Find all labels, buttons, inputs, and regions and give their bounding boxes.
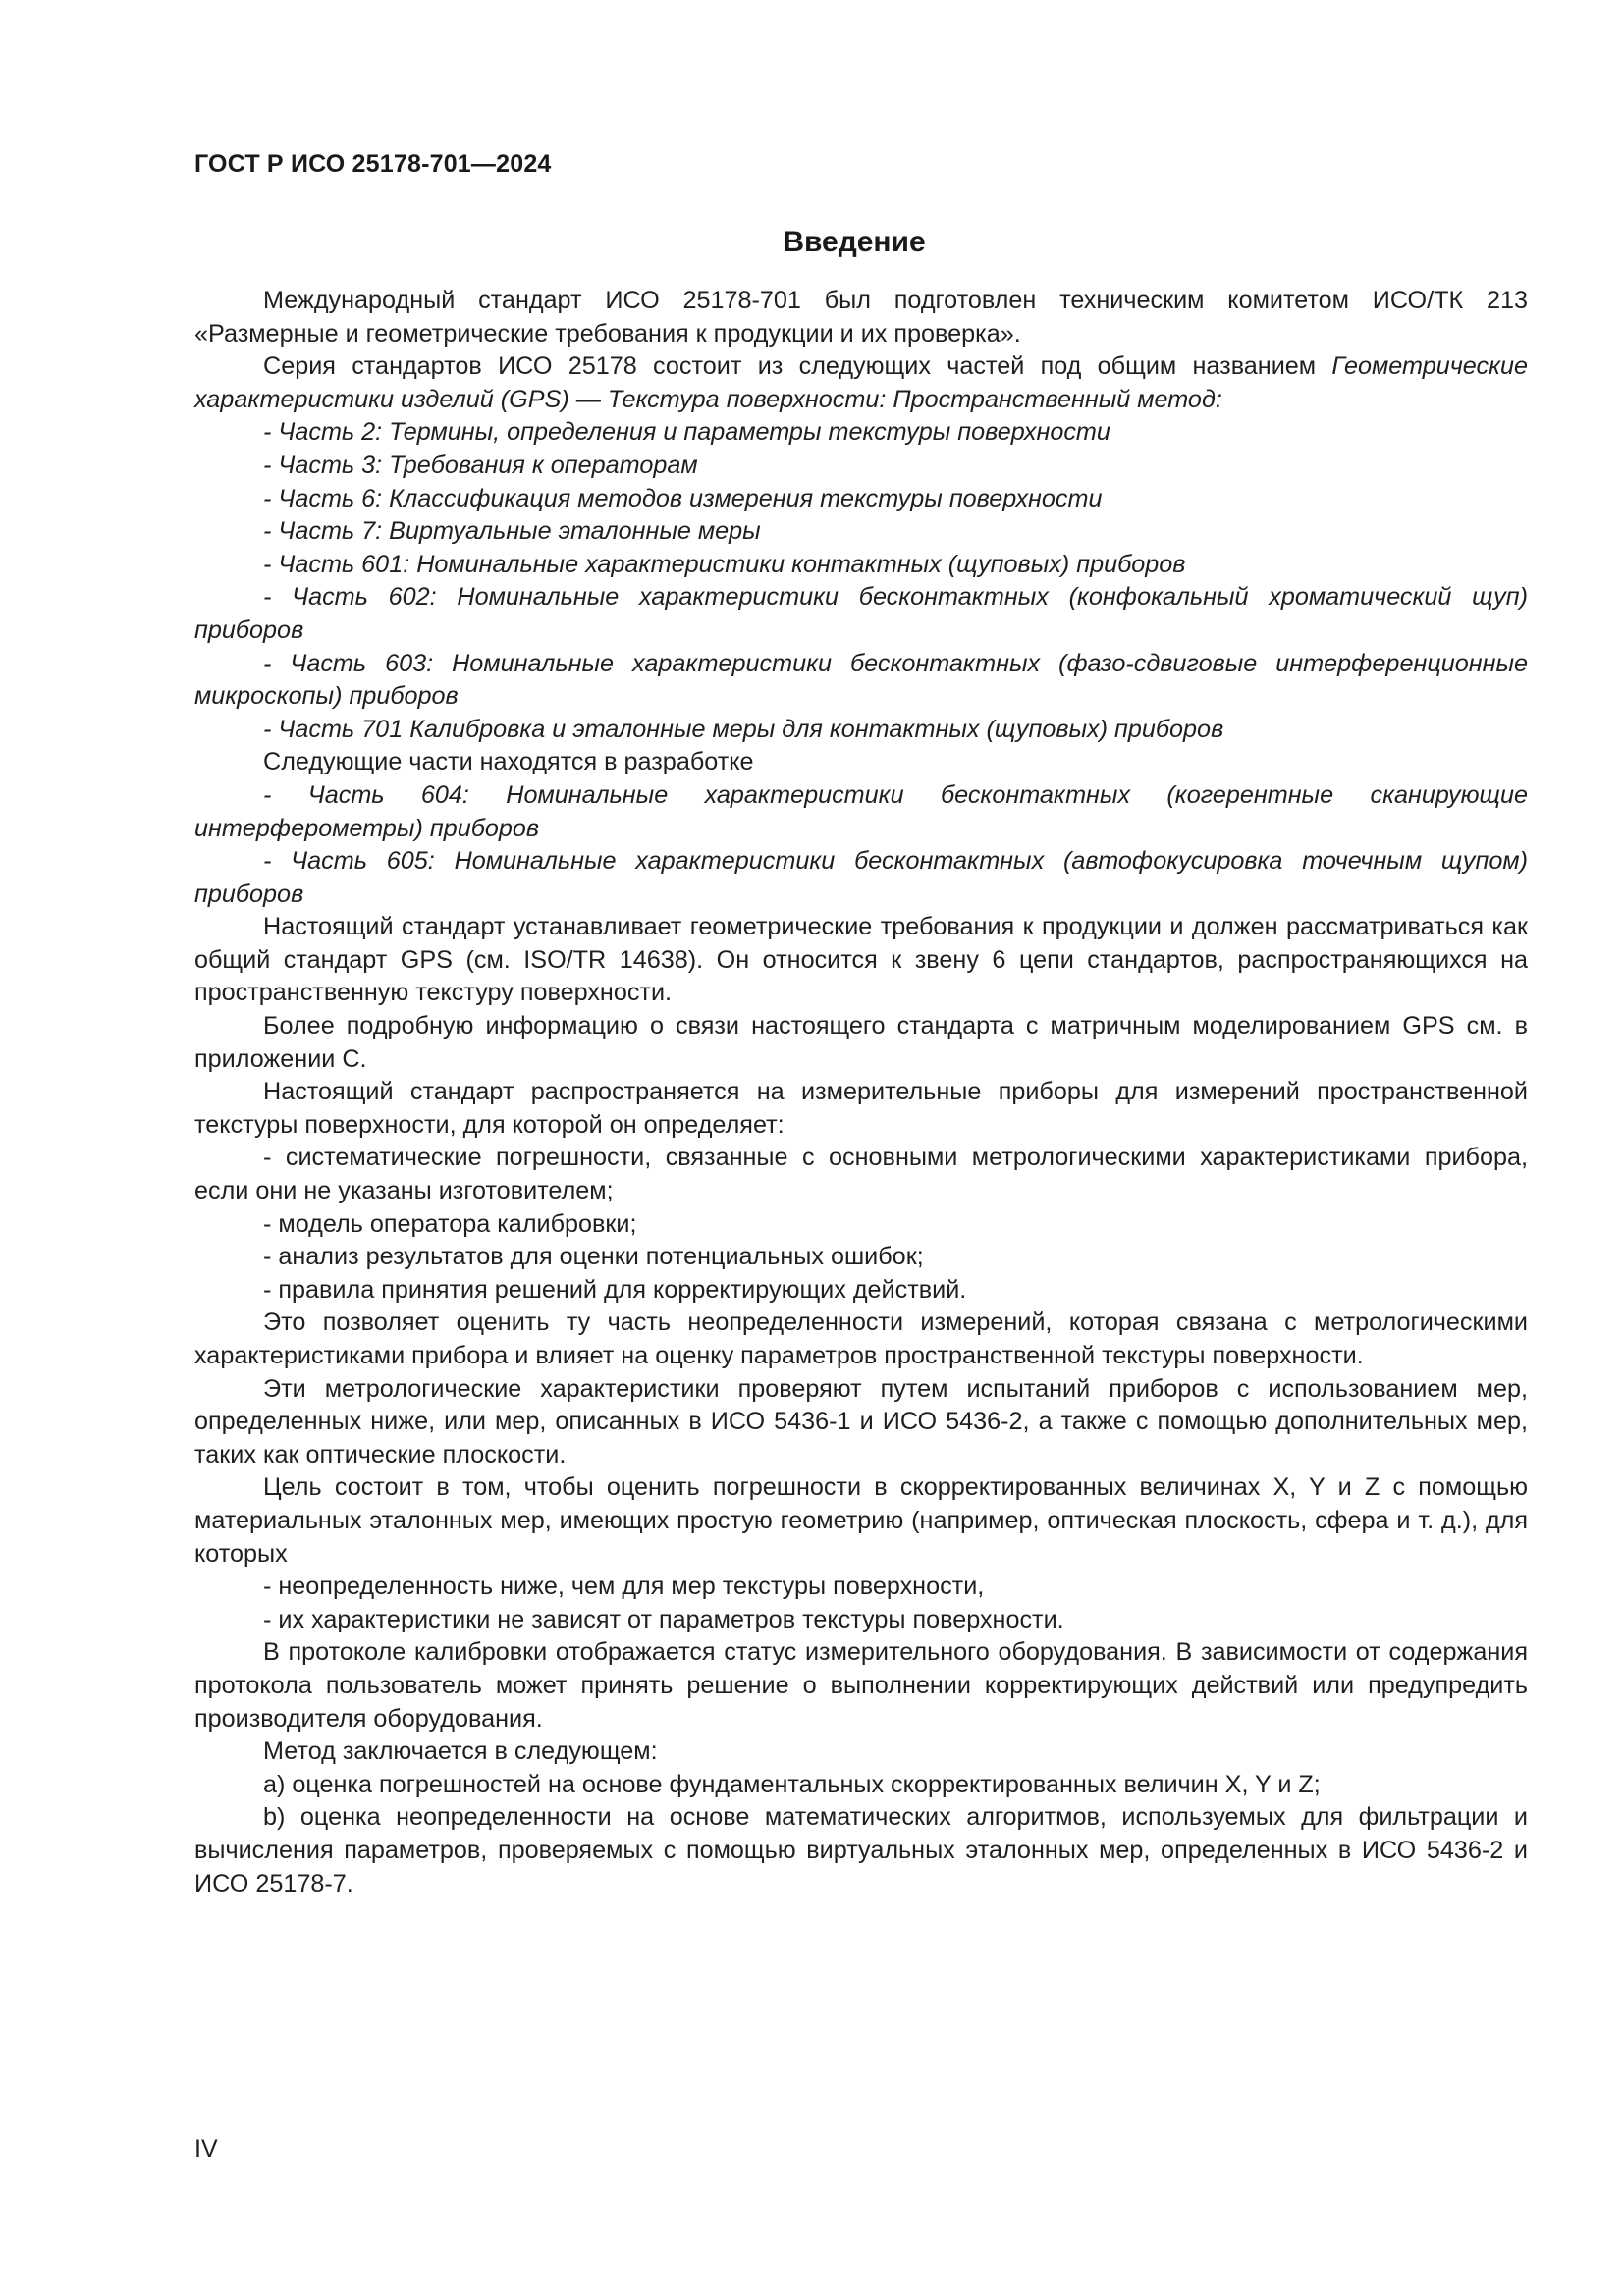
page-number: IV	[194, 2135, 218, 2163]
paragraph: Более подробную информацию о связи настоящего стандарта с матричным моделированием GPS см. в приложении C.	[194, 1012, 1528, 1073]
list-item: - анализ результатов для оценки потенциальных ошибок;	[263, 1243, 924, 1271]
list-item: - правила принятия решений для корректирующих действий.	[263, 1275, 967, 1304]
list-item: - Часть 604: Номинальные характеристики бесконтактных (когерентные сканирующие интерферометры) приборов	[194, 780, 1528, 842]
paragraph: Настоящий стандарт распространяется на измерительные приборы для измерений пространственной текстуры поверхности, для которой он определяет:	[194, 1078, 1528, 1139]
list-item: - Часть 6: Классификация методов измерения текстуры поверхности	[263, 484, 1103, 512]
paragraph: Метод заключается в следующем:	[263, 1737, 658, 1766]
list-item: - Часть 3: Требования к операторам	[263, 451, 698, 479]
list-item: - Часть 602: Номинальные характеристики бесконтактных (конфокальный хроматический щуп) приборов	[194, 583, 1528, 644]
list-item: - Часть 603: Номинальные характеристики бесконтактных (фазо-сдвиговые интерференционные микроскопы) приборов	[194, 649, 1528, 711]
list-item: - Часть 701 Калибровка и эталонные меры для контактных (щуповых) приборов	[263, 715, 1224, 743]
list-item: - Часть 605: Номинальные характеристики бесконтактных (автофокусировка точечным щупом) приборов	[194, 847, 1528, 908]
paragraph: Это позволяет оценить ту часть неопределенности измерений, которая связана с метрологическими характеристиками прибора и влияет на оценку параметров пространственной текстуры поверхности.	[194, 1308, 1528, 1369]
list-item: - неопределенность ниже, чем для мер текстуры поверхности,	[263, 1573, 985, 1601]
list-item: - Часть 601: Номинальные характеристики контактных (щуповых) приборов	[263, 550, 1186, 578]
paragraph: Цель состоит в том, чтобы оценить погрешности в скорректированных величинах X, Y и Z с помощью материальных эталонных мер, имеющих простую геометрию (например, оптическая плоскость, сфера и т. д.), для которых	[194, 1473, 1528, 1568]
paragraph: Серия стандартов ИСО 25178 состоит из следующих частей под общим названием Геометрические характеристики изделий (GPS) — Текстура поверхности: Пространственный метод:	[194, 352, 1528, 413]
list-item: - модель оператора калибровки;	[263, 1209, 637, 1238]
list-item: - Часть 2: Термины, определения и параметры текстуры поверхности	[263, 418, 1110, 447]
paragraph: Настоящий стандарт устанавливает геометрические требования к продукции и должен рассматриваться как общий стандарт GPS (см. ISO/TR 14638). Он относится к звену 6 цепи стандартов, распространяющихся на пространственную текстуру поверхности.	[194, 913, 1528, 1007]
list-item: - их характеристики не зависят от параметров текстуры поверхности.	[263, 1605, 1064, 1633]
document-header: ГОСТ Р ИСО 25178-701—2024	[194, 150, 552, 178]
paragraph: Международный стандарт ИСО 25178-701 был подготовлен техническим комитетом ИСО/ТК 213 «Размерные и геометрические требования к продукции и их проверка».	[194, 287, 1528, 347]
list-item: - Часть 7: Виртуальные эталонные меры	[263, 517, 761, 546]
list-item: - систематические погрешности, связанные с основными метрологическими характеристиками прибора, если они не указаны изготовителем;	[194, 1144, 1528, 1205]
paragraph: Эти метрологические характеристики проверяют путем испытаний приборов с использованием мер, определенных ниже, или мер, описанных в ИСО 5436-1 и ИСО 5436-2, а также с помощью дополнительных мер, таких как оптические плоскости.	[194, 1374, 1528, 1468]
list-item: b) оценка неопределенности на основе математических алгоритмов, используемых для фильтрации и вычисления параметров, проверяемых с помощью виртуальных эталонных мер, определенных в ИСО 5436-2 и ИСО 25178-7.	[194, 1803, 1528, 1897]
section-title: Введение	[783, 226, 926, 258]
paragraph: Следующие части находятся в разработке	[263, 748, 754, 776]
document-body	[194, 285, 1528, 1900]
list-item: a) оценка погрешностей на основе фундаментальных скорректированных величин X, Y и Z;	[263, 1770, 1321, 1798]
paragraph: В протоколе калибровки отображается статус измерительного оборудования. В зависимости от содержания протокола пользователь может принять решение о выполнении корректирующих действий или предупредить производителя оборудования.	[194, 1638, 1528, 1733]
